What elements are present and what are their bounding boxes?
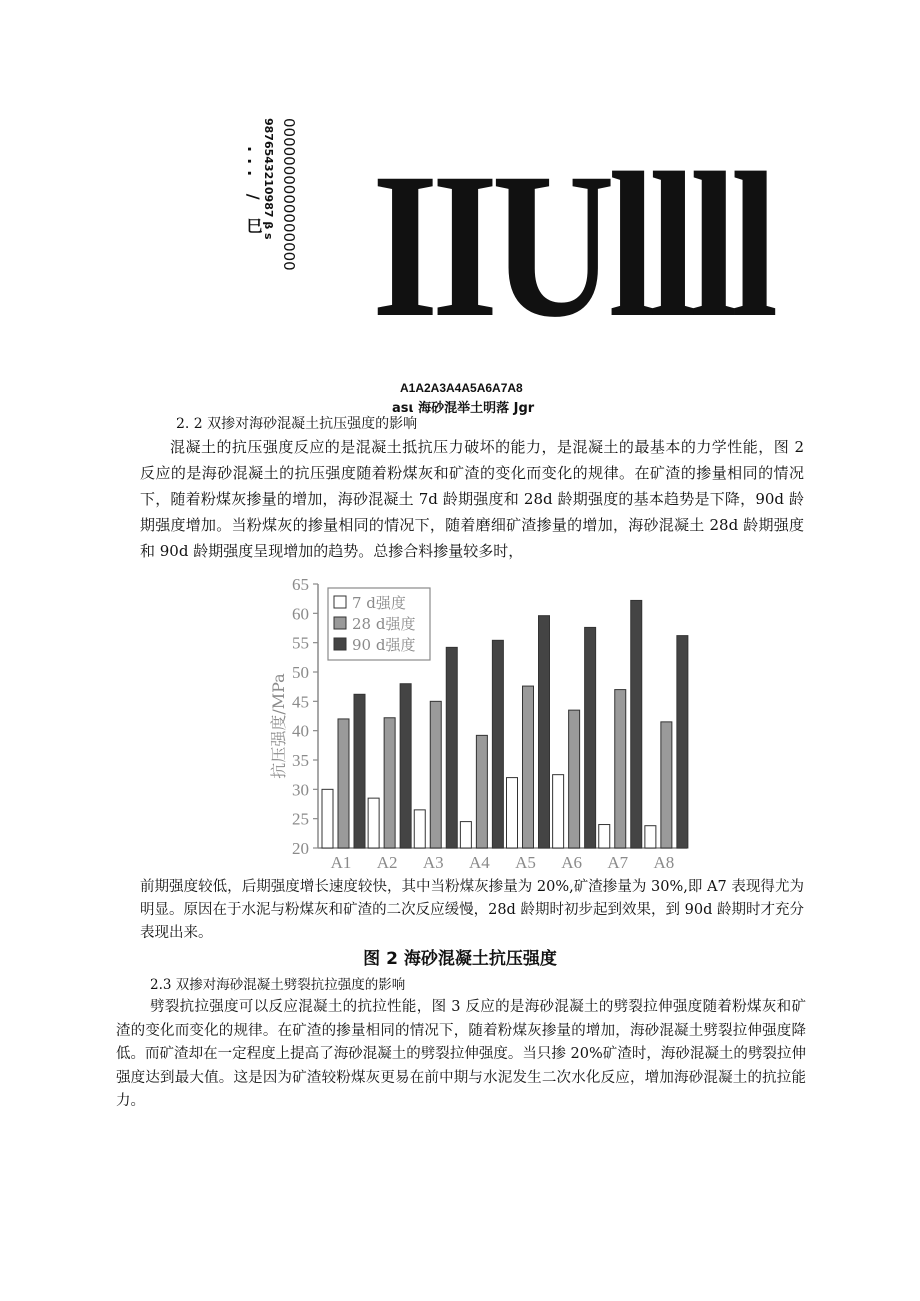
section-heading-2-3: 2.3 双掺对海砂混凝土劈裂抗拉强度的影响 (150, 977, 406, 993)
bar-A3-series-3 (446, 647, 457, 848)
figure1-caption: asι 海砂混举土明落 Jgr (392, 401, 535, 416)
bar-A8-series-3 (677, 636, 688, 848)
bar-A2-series-1 (368, 798, 379, 848)
legend-label: 7 d强度 (352, 594, 406, 612)
bar-A1-series-2 (338, 719, 349, 848)
figure1-axis-residue (244, 118, 298, 271)
bar-A1-series-3 (354, 694, 365, 848)
bar-A1-series-1 (322, 789, 333, 848)
figure1-bars-text: IIUllll (372, 130, 772, 360)
y-tick-label: 30 (292, 780, 309, 800)
y-axis-label: 抗压强度/MPa (269, 673, 288, 779)
y-tick-label: 40 (292, 721, 309, 741)
y-tick-label: 60 (292, 604, 309, 624)
legend-swatch (334, 596, 346, 608)
legend-label: 90 d强度 (352, 636, 416, 654)
bar-A5-series-3 (539, 616, 550, 848)
y-tick-label: 45 (292, 692, 309, 712)
x-tick-label: A5 (515, 853, 536, 872)
bar-A7-series-2 (615, 690, 626, 848)
bar-A4-series-2 (476, 735, 487, 848)
x-tick-label: A1 (330, 853, 352, 872)
figure2-caption: 图 2 海砂混凝土抗压强度 (363, 949, 557, 969)
legend-swatch (334, 617, 346, 629)
legend-swatch (334, 638, 346, 650)
bar-A3-series-2 (430, 701, 441, 848)
bar-A7-series-3 (631, 600, 642, 848)
paragraph-splitting-tensile: 劈裂抗拉强度可以反应混凝土的抗拉性能，图 3 反应的是海砂混凝土的劈裂拉伸强度随着粉煤灰和矿渣的变化而变化的规律。在矿渣的掺量相同的情况下，随着粉煤灰掺量的增加，海砂混凝土劈裂拉伸强度降低。而矿渣却在一定程度上提高了海砂混凝土的劈裂拉伸强度。当只掺 20%矿渣时，海砂混凝土的劈裂拉伸强度达到最大值。这是因为矿渣较粉煤灰更易在前中期与水泥发生二次水化反应，增加海砂混凝土的抗拉能力。 (116, 999, 806, 1109)
bar-A5-series-2 (523, 686, 534, 848)
paragraph-strength-growth: 前期强度较低，后期强度增长速度较快，其中当粉煤灰掺量为 20%,矿渣掺量为 30%,即 A7 表现得尤为明显。原因在于水泥与粉煤灰和矿渣的二次反应缓慢，28d 龄期时初步起到效果，到 90d 龄期时才充分表现出来。 (140, 879, 804, 941)
bar-A5-series-1 (507, 778, 518, 848)
y-tick-label: 50 (292, 663, 309, 682)
y-tick-label: 35 (292, 751, 309, 770)
section-heading-2-2: 2. 2 双掺对海砂混凝土抗压强度的影响 (176, 416, 418, 432)
paragraph-compressive-strength: 混凝土的抗压强度反应的是混凝土抵抗压力破坏的能力，是混凝土的最基本的力学性能，图 2 反应的是海砂混凝土的抗压强度随着粉煤灰和矿渣的变化而变化的规律。在矿渣的掺量相同的情况下，随着粉煤灰掺量的增加，海砂混凝土 7d 龄期强度和 28d 龄期强度的基本趋势是下降，90d 龄期强度增加。当粉煤灰的掺量相同的情况下，随着磨细矿渣掺量的增加，海砂混凝土 28d 龄期强度和 90d 龄期强度呈现增加的趋势。总掺合料掺量较多时， (140, 438, 804, 560)
y-tick-label: 55 (292, 633, 309, 653)
x-tick-label: A6 (561, 853, 583, 872)
bar-A4-series-3 (492, 640, 503, 848)
y-tick-label: 65 (292, 575, 309, 594)
x-tick-label: A7 (607, 853, 629, 872)
x-tick-label: A4 (468, 853, 490, 872)
figure1-vertical-text-3: ... / 巳 (244, 146, 263, 240)
bar-A2-series-2 (384, 718, 395, 848)
figure1-vertical-text-2: 9876543210987 β s (262, 118, 275, 240)
bar-A6-series-3 (585, 627, 596, 848)
bar-A7-series-1 (599, 825, 610, 848)
y-tick-label: 25 (292, 809, 309, 829)
bar-A2-series-3 (400, 684, 411, 848)
compressive-strength-chart (262, 572, 692, 872)
figure1-x-labels: A1A2A3A4A5A6A7A8 (400, 381, 523, 395)
bar-A8-series-2 (661, 722, 672, 848)
figure1-vertical-text-1: 0000000000000000 (280, 118, 298, 271)
x-tick-label: A8 (653, 853, 675, 872)
legend-label: 28 d强度 (352, 615, 416, 633)
bar-A4-series-1 (460, 822, 471, 848)
bar-A3-series-1 (414, 810, 425, 848)
x-tick-label: A3 (422, 853, 444, 872)
bar-A6-series-2 (569, 710, 580, 848)
bar-A6-series-1 (553, 775, 564, 848)
x-tick-label: A2 (376, 853, 398, 872)
y-tick-label: 20 (292, 839, 309, 858)
bar-A8-series-1 (645, 826, 656, 848)
